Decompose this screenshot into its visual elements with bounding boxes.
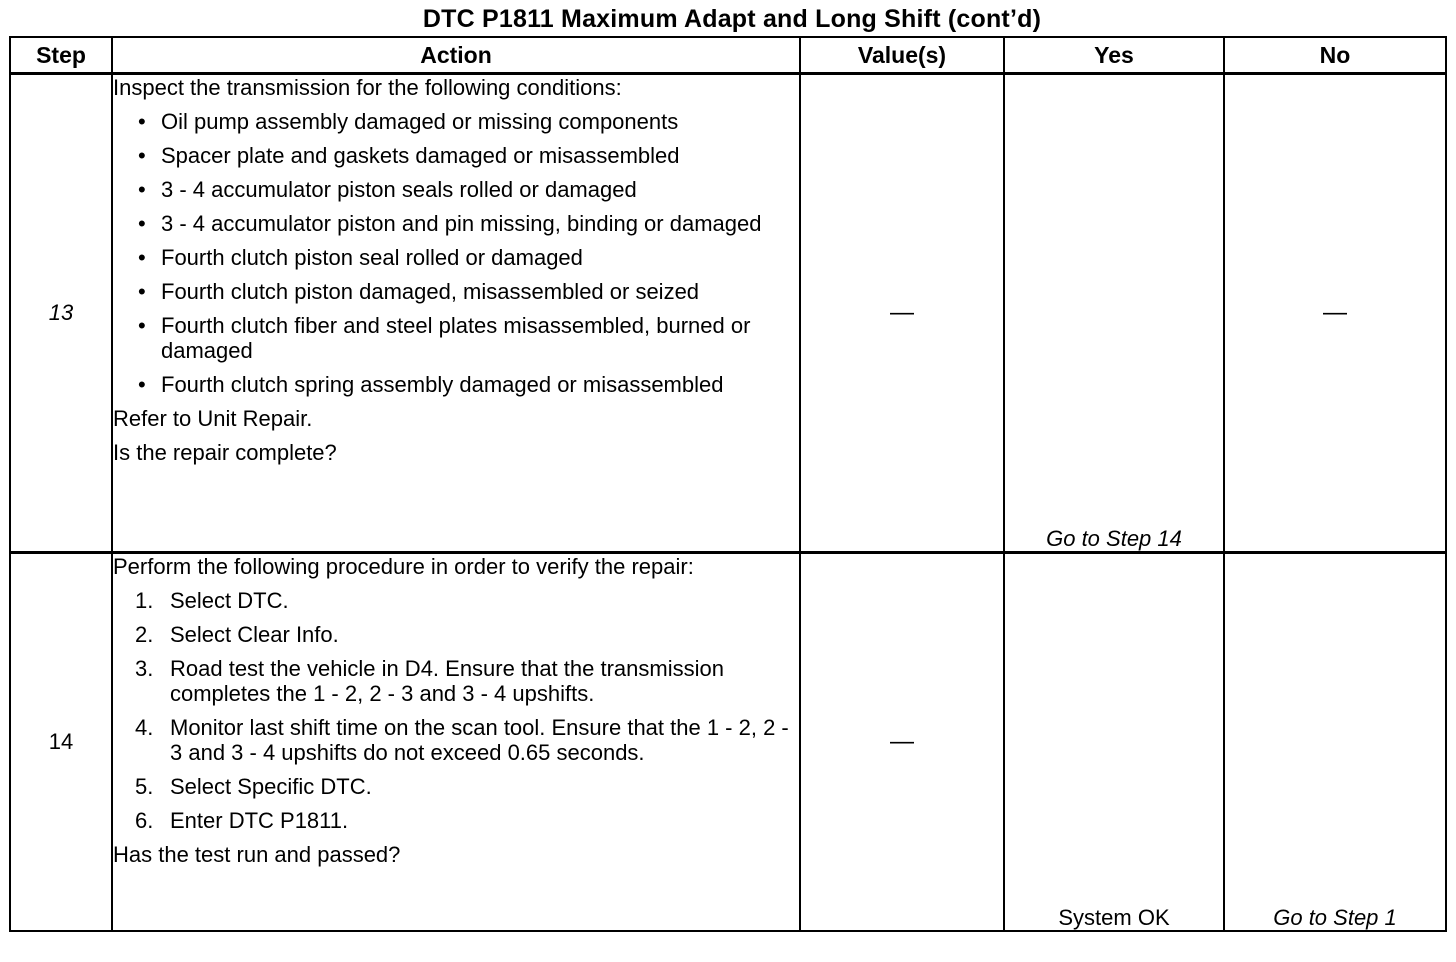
list-item — [113, 656, 799, 706]
list-item: • Fourth clutch piston damaged, misassembled or seized — [113, 279, 799, 304]
list-item: • Oil pump assembly damaged or missing components — [113, 109, 799, 134]
list-item: • Spacer plate and gaskets damaged or misassembled — [113, 143, 799, 168]
list-item: • 3 - 4 accumulator piston and pin missing, binding or damaged — [113, 211, 799, 236]
page-title: DTC P1811 Maximum Adapt and Long Shift (cont’d) — [422, 5, 1042, 33]
step-text: Enter DTC P1811. — [170, 808, 349, 833]
list-item — [113, 808, 799, 833]
step-text: Monitor last shift time on the scan tool. Ensure that the 1 - 2, 2 - 3 and 3 - 4 upshifts do not exceed 0.65 seconds. — [170, 715, 789, 765]
table-row — [10, 74, 1446, 553]
diagnostic-table — [9, 36, 1447, 932]
table-row — [10, 553, 1446, 932]
column-header-values: Value(s) — [800, 37, 1004, 74]
action-question: Is the repair complete? — [113, 440, 337, 465]
step-index: 2. — [135, 622, 154, 647]
column-header-action: Action — [112, 37, 800, 74]
column-header-no: No — [1224, 37, 1446, 74]
step-text: Select DTC. — [170, 588, 289, 613]
list-item: • Fourth clutch piston seal rolled or damaged — [113, 245, 799, 270]
list-item: • Fourth clutch fiber and steel plates misassembled, burned or damaged — [113, 313, 799, 363]
action-cell — [112, 74, 800, 553]
step-index: 3. — [135, 656, 154, 681]
list-item: • 3 - 4 accumulator piston seals rolled or damaged — [113, 177, 799, 202]
action-intro: Perform the following procedure in order to verify the repair: — [113, 554, 694, 579]
list-item — [113, 622, 799, 647]
condition-list — [113, 109, 799, 397]
action-question: Has the test run and passed? — [113, 842, 401, 867]
step-text: Select Clear Info. — [170, 622, 339, 647]
yes-result: Go to Step 14 — [1004, 74, 1224, 553]
list-item — [113, 588, 799, 613]
value-cell: — — [800, 553, 1004, 932]
step-index: 5. — [135, 774, 154, 799]
list-item — [113, 774, 799, 799]
step-index: 1. — [135, 588, 154, 613]
action-cell — [112, 553, 800, 932]
refer-text: Refer to Unit Repair. — [113, 406, 313, 431]
no-result: — — [1224, 74, 1446, 553]
list-item: • Fourth clutch spring assembly damaged or misassembled — [113, 372, 799, 397]
step-index: 4. — [135, 715, 154, 740]
procedure-list — [113, 588, 799, 833]
yes-result: System OK — [1004, 553, 1224, 932]
column-header-yes: Yes — [1004, 37, 1224, 74]
list-item — [113, 715, 799, 765]
action-intro: Inspect the transmission for the following conditions: — [113, 75, 622, 100]
column-header-step: Step — [10, 37, 112, 74]
step-number: 14 — [10, 553, 112, 932]
step-index: 6. — [135, 808, 154, 833]
no-result: Go to Step 1 — [1224, 553, 1446, 932]
step-text: Select Specific DTC. — [170, 774, 372, 799]
step-number: 13 — [10, 74, 112, 553]
value-cell: — — [800, 74, 1004, 553]
step-text: Road test the vehicle in D4. Ensure that the transmission completes the 1 - 2, 2 - 3 and 3 - 4 upshifts. — [170, 656, 724, 706]
table-header-row — [10, 37, 1446, 74]
